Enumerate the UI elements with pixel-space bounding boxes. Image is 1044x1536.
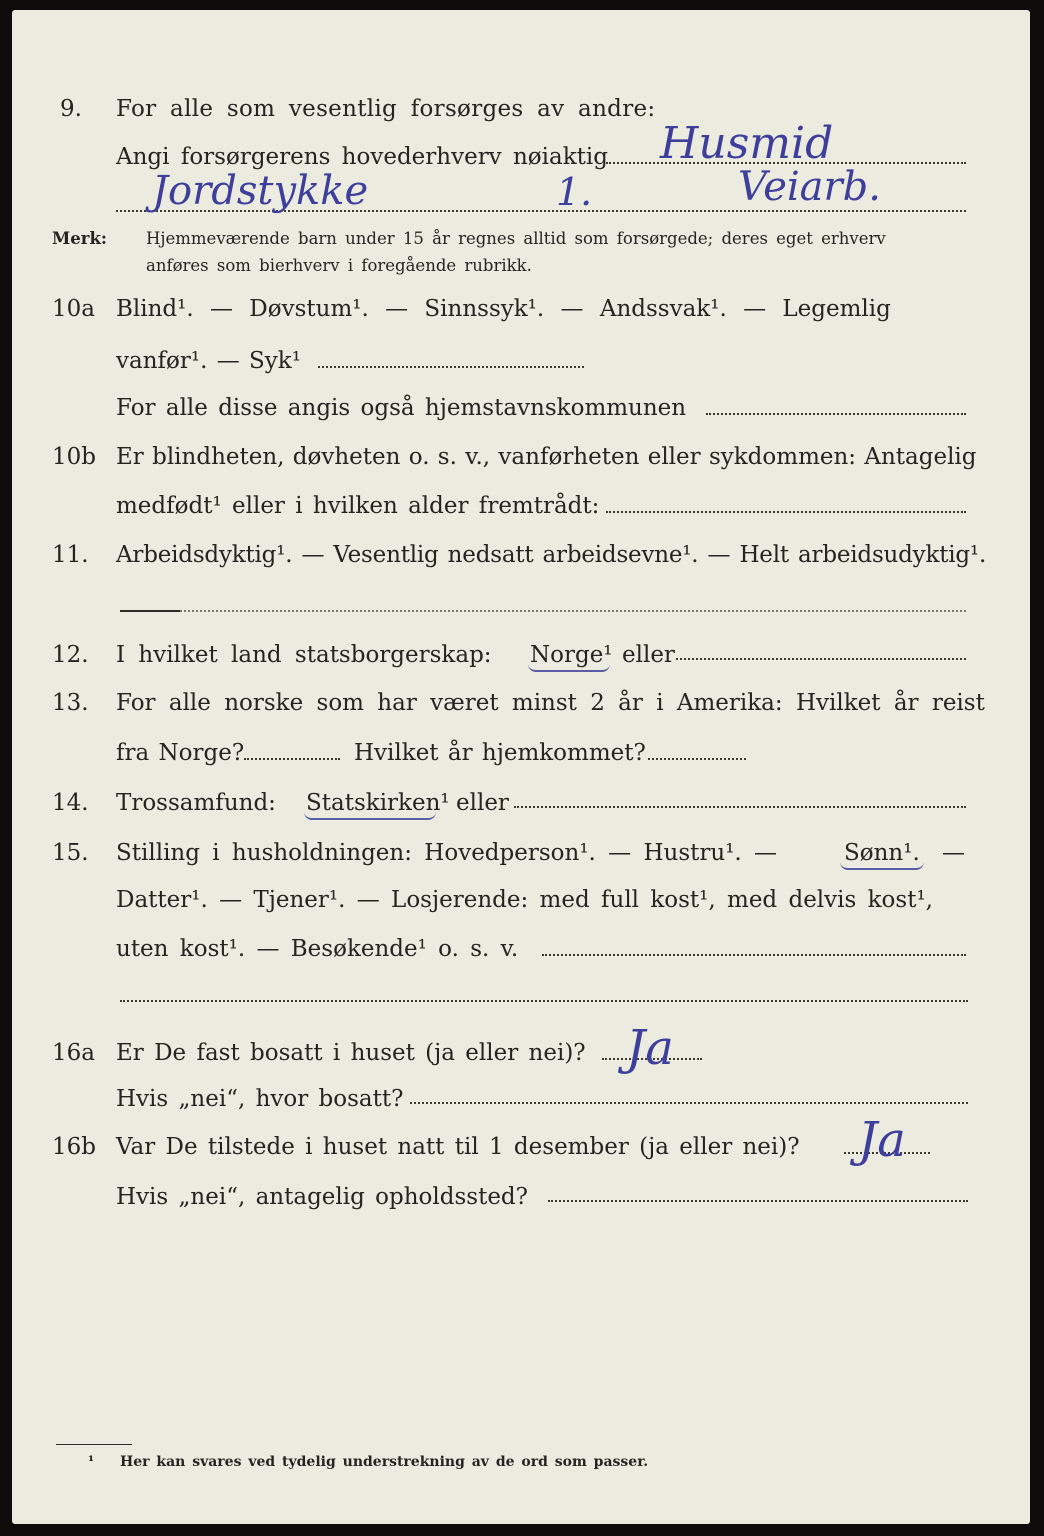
- q16a-handwritten-answer: Ja: [626, 1020, 674, 1076]
- q10b-number: 10b: [52, 444, 96, 470]
- q9-handwritten-occupation: Husmid: [660, 118, 834, 169]
- q15-sonn: Sønn¹.: [844, 840, 920, 866]
- q11-line1: Arbeidsdyktig¹. — Vesentlig nedsatt arbeidsevne¹. — Helt arbeidsudyktig¹.: [116, 542, 987, 568]
- q14-statskirken-underline: [304, 812, 436, 820]
- merk-line2: anføres som bierhverv i foregående rubrikk.: [146, 256, 532, 275]
- q12-line1a: I hvilket land statsborgerskap:: [116, 642, 492, 668]
- q12-norge-underline: [528, 664, 610, 672]
- q10a-line2: vanfør¹. — Syk¹: [116, 348, 301, 374]
- merk-line1: Hjemmeværende barn under 15 år regnes alltid som forsørgede; deres eget erhverv: [146, 229, 886, 248]
- q10a-number: 10a: [52, 296, 95, 322]
- q15-line2: Datter¹. — Tjener¹. — Losjerende: med full kost¹, med delvis kost¹,: [116, 887, 933, 913]
- q15-sonn-underline: [840, 862, 924, 870]
- q14-number: 14.: [52, 790, 89, 816]
- q10b-line2: medfødt¹ eller i hvilken alder fremtrådt:: [116, 493, 600, 519]
- q12-number: 12.: [52, 642, 89, 668]
- q14-eller: eller: [456, 790, 509, 816]
- q11-number: 11.: [52, 542, 89, 568]
- q16a-line2: Hvis „nei“, hvor bosatt?: [116, 1086, 404, 1112]
- q13-line1: For alle norske som har været minst 2 år i Amerika: Hvilket år reist: [116, 690, 985, 716]
- q13-number: 13.: [52, 690, 89, 716]
- q13-reist-answer-line: [244, 758, 340, 760]
- q16a-answer-line2: [410, 1102, 968, 1104]
- footnote-mark: ¹: [88, 1454, 95, 1470]
- q11-answer-line: [120, 610, 180, 612]
- q13-line2a: fra Norge?: [116, 740, 245, 766]
- q14-line1a: Trossamfund:: [116, 790, 276, 816]
- merk-label: Merk:: [52, 229, 107, 248]
- q9-handwritten-answer2c: Veiarb.: [738, 164, 881, 210]
- q10a-line3: For alle disse angis også hjemstavnskommunen: [116, 395, 687, 421]
- q9-line2: Angi forsørgerens hovederhverv nøiaktig: [116, 144, 608, 170]
- q10b-line1: Er blindheten, døvheten o. s. v., vanførheten eller sykdommen: Antagelig: [116, 444, 977, 470]
- q12-answer-line: [676, 658, 966, 660]
- q9-line1: For alle som vesentlig forsørges av andre:: [116, 96, 656, 122]
- q9-number: 9.: [60, 96, 82, 122]
- q10a-hjemstavn-answer-line: [706, 413, 966, 415]
- q14-answer-line: [514, 806, 966, 808]
- q16b-line1: Var De tilstede i huset natt til 1 desember (ja eller nei)?: [116, 1134, 800, 1160]
- q12-norge: Norge¹: [530, 642, 613, 668]
- q11-answer-line-dotted: [180, 610, 966, 612]
- q16a-line1: Er De fast bosatt i huset (ja eller nei)?: [116, 1040, 586, 1066]
- footnote-text: Her kan svares ved tydelig understrekning av de ord som passer.: [120, 1454, 649, 1470]
- q13-hjemkommet-answer-line: [648, 758, 746, 760]
- q13-line2b: Hvilket år hjemkommet?: [354, 740, 646, 766]
- q10b-answer-line: [606, 511, 966, 513]
- q9-handwritten-answer2b: 1.: [556, 170, 593, 214]
- q15-line1a: Stilling i husholdningen: Hovedperson¹. — Hustru¹. —: [116, 840, 778, 866]
- q15-line3: uten kost¹. — Besøkende¹ o. s. v.: [116, 936, 519, 962]
- q15-answer-line2: [120, 1000, 968, 1002]
- q16a-number: 16a: [52, 1040, 95, 1066]
- q10a-line1: Blind¹. — Døvstum¹. — Sinnssyk¹. — Andssvak¹. — Legemlig: [116, 296, 891, 322]
- q9-handwritten-answer2a: Jordstykke: [152, 168, 369, 214]
- q15-dash: —: [942, 840, 965, 866]
- q16b-handwritten-answer: Ja: [858, 1112, 906, 1168]
- q15-answer-line1: [542, 954, 966, 956]
- q10a-syk-answer-line: [318, 366, 584, 368]
- q14-statskirken: Statskirken¹: [306, 790, 450, 816]
- q16b-line2: Hvis „nei“, antagelig opholdssted?: [116, 1184, 528, 1210]
- footnote-rule: [56, 1444, 132, 1445]
- q16b-answer-line2: [548, 1200, 968, 1202]
- q15-number: 15.: [52, 840, 89, 866]
- q12-eller: eller: [622, 642, 675, 668]
- q16b-number: 16b: [52, 1134, 96, 1160]
